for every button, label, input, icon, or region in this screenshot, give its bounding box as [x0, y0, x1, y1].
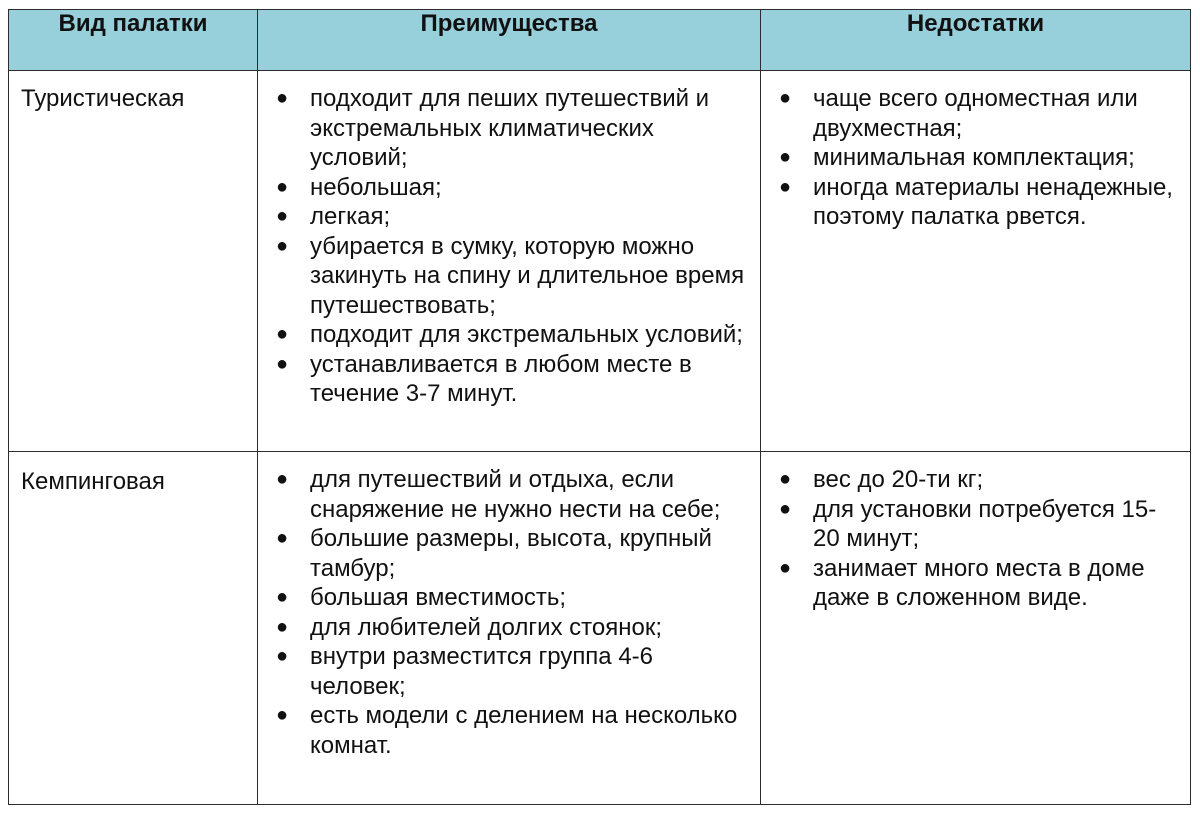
pros-list: [272, 84, 752, 409]
header-row: [9, 10, 1191, 71]
bullet-icon: ●: [276, 645, 289, 667]
bullet-icon: ●: [276, 87, 289, 109]
list-item-text: минимальная комплектация;: [813, 144, 1135, 171]
bullet-icon: ●: [779, 497, 792, 520]
list-item-text: легкая;: [310, 203, 391, 230]
pros-cell: [258, 71, 761, 452]
cons-list: [775, 84, 1182, 232]
list-item: [272, 173, 752, 203]
tent-type-label: Кемпинговая: [21, 468, 165, 495]
list-item: [775, 84, 1182, 143]
list-item: [272, 583, 752, 613]
list-item-text: для любителей долгих стоянок;: [310, 613, 663, 641]
list-item: [272, 524, 752, 583]
list-item: [775, 143, 1182, 173]
bullet-icon: ●: [276, 234, 289, 257]
list-item: [775, 173, 1182, 232]
list-item-text: для путешествий и отдыха, если снаряжение не нужно нести на себе;: [310, 466, 721, 523]
bullet-icon: ●: [276, 352, 289, 375]
cons-cell: [761, 452, 1191, 805]
tent-comparison-table: [8, 9, 1191, 805]
bullet-icon: ●: [779, 175, 792, 198]
list-item-text: подходит для пеших путешествий и экстремальных климатических условий;: [310, 85, 710, 171]
list-item-text: для установки потребуется 15-20 минут;: [813, 495, 1157, 552]
bullet-icon: ●: [276, 205, 289, 227]
list-item: [272, 350, 752, 409]
list-item-text: есть модели с делением на несколько комнат.: [310, 702, 738, 759]
bullet-icon: ●: [779, 87, 792, 109]
table-row: [9, 452, 1191, 805]
list-item: [272, 642, 752, 701]
list-item-text: большие размеры, высота, крупный тамбур;: [310, 525, 712, 582]
list-item-text: чаще всего одноместная или двухместная;: [813, 85, 1138, 142]
cons-list: [775, 465, 1182, 613]
list-item: [272, 701, 752, 760]
list-item-text: занимает много места в доме даже в сложенном виде.: [813, 554, 1145, 611]
list-item: [272, 202, 752, 232]
list-item: [775, 465, 1182, 495]
bullet-icon: ●: [779, 146, 792, 168]
table-row: [9, 71, 1191, 452]
bullet-icon: ●: [276, 175, 289, 198]
cons-cell: [761, 71, 1191, 452]
bullet-icon: ●: [276, 527, 289, 549]
pros-list: [272, 465, 752, 760]
list-item: [272, 465, 752, 524]
type-cell: [9, 452, 258, 805]
list-item-text: устанавливается в любом месте в течение 3-7 минут.: [310, 350, 692, 407]
list-item-text: убирается в сумку, которую можно закинуть на спину и длительное время путешествовать;: [310, 232, 745, 319]
list-item: [775, 495, 1182, 554]
list-item-text: небольшая;: [310, 173, 442, 201]
header-cons: Недостатки: [761, 10, 1191, 71]
bullet-icon: ●: [276, 704, 289, 726]
header-pros: Преимущества: [258, 10, 761, 71]
list-item-text: иногда материалы ненадежные, поэтому палатка рвется.: [813, 173, 1173, 230]
bullet-icon: ●: [779, 556, 792, 579]
list-item-text: подходит для экстремальных условий;: [310, 321, 743, 348]
bullet-icon: ●: [276, 468, 289, 490]
list-item-text: внутри разместится группа 4-6 человек;: [310, 643, 654, 700]
list-item-text: большая вместимость;: [310, 584, 567, 611]
bullet-icon: ●: [276, 323, 289, 345]
list-item: [272, 84, 752, 173]
pros-cell: [258, 452, 761, 805]
header-type: Вид палатки: [9, 10, 258, 71]
tent-type-label: Туристическая: [21, 85, 185, 112]
list-item-text: вес до 20-ти кг;: [813, 466, 984, 493]
bullet-icon: ●: [276, 615, 289, 638]
list-item: [272, 232, 752, 321]
list-item: [272, 320, 752, 350]
bullet-icon: ●: [276, 586, 289, 608]
type-cell: [9, 71, 258, 452]
list-item: [272, 613, 752, 643]
bullet-icon: ●: [779, 468, 792, 490]
list-item: [775, 554, 1182, 613]
